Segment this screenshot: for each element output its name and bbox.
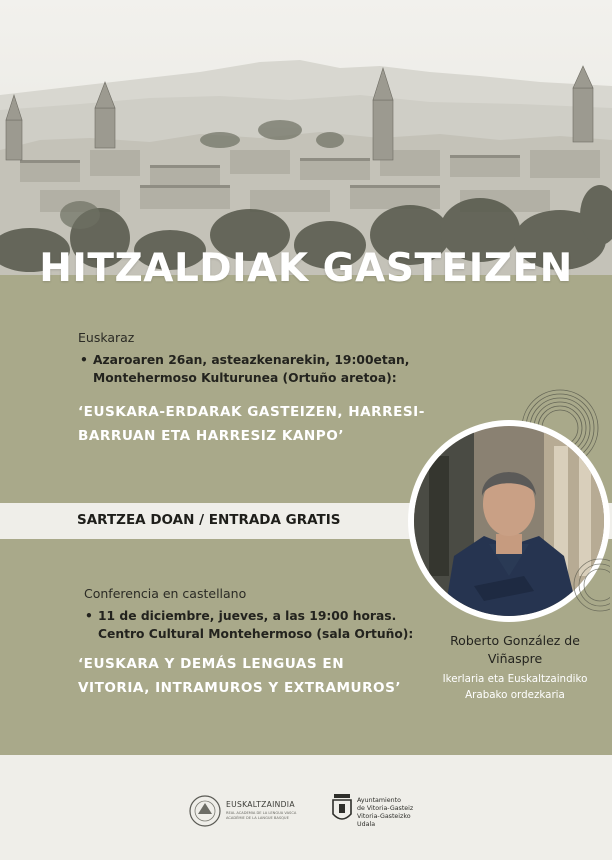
speaker-name-line1: Roberto González de [450,633,580,648]
session1-when-line1: Azaroaren 26an, asteazkenarekin, 19:00etan, [93,353,410,367]
city-council-line3: Vitoria-Gasteizko [357,813,411,820]
session1-when: • Azaroaren 26an, asteazkenarekin, 19:00etan, Montehermoso Kulturunea (Ortuño aretoa): [80,353,410,385]
session2-when: • 11 de diciembre, jueves, a las 19:00 horas. Centro Cultural Montehermoso (sala Ortuño): [85,609,414,641]
euskaltzaindia-subtitle [226,811,316,821]
speaker-role [430,671,600,703]
euskaltzaindia-name: EUSKALTZAINDIA [226,800,295,809]
city-council-line4: Udala [357,821,376,828]
city-council-crest-icon [331,792,353,826]
footer [0,755,612,860]
euskaltzaindia-subtitle-line2: ACADÉMIE DE LA LANGUE BASQUE [226,816,289,820]
session2-when-line1: 11 de diciembre, jueves, a las 19:00 horas. [98,609,397,623]
session1-talk-line2: BARRUAN ETA HARRESIZ KANPO’ [78,428,344,444]
city-illustration [0,0,612,275]
session2-language: Conferencia en castellano [84,586,247,601]
session1-when-line2: Montehermoso Kulturunea (Ortuño aretoa): [93,371,397,385]
session1-language: Euskaraz [78,330,135,345]
session2-talk [78,652,401,700]
speaker-name-line2: Viñaspre [487,651,543,666]
euskaltzaindia-logo-icon [188,794,222,828]
speaker-role-line2: Arabako ordezkaria [465,689,565,701]
entry-label: SARTZEA DOAN / ENTRADA GRATIS [77,512,341,528]
speaker-name [435,632,595,668]
decorative-circles-lower [560,555,610,615]
euskaltzaindia-subtitle-line1: REAL ACADEMIA DE LA LENGUA VASCA [226,811,297,815]
city-council-line1: Ayuntamiento [357,797,401,804]
session1-talk [78,400,425,448]
speaker-role-line1: Ikerlaria eta Euskaltzaindiko [442,673,588,685]
session2-talk-line2: VITORIA, INTRAMUROS Y EXTRAMUROS’ [78,680,402,696]
session1-talk-line1: ‘EUSKARA-ERDARAK GASTEIZEN, HARRESI- [78,404,425,420]
city-council-name [357,797,427,829]
session2-when-line2: Centro Cultural Montehermoso (sala Ortuño): [98,627,414,641]
session2-talk-line1: ‘EUSKARA Y DEMÁS LENGUAS EN [78,656,345,672]
city-council-line2: de Vitoria-Gasteiz [357,805,414,812]
page-title: HITZALDIAK GASTEIZEN [39,246,573,291]
